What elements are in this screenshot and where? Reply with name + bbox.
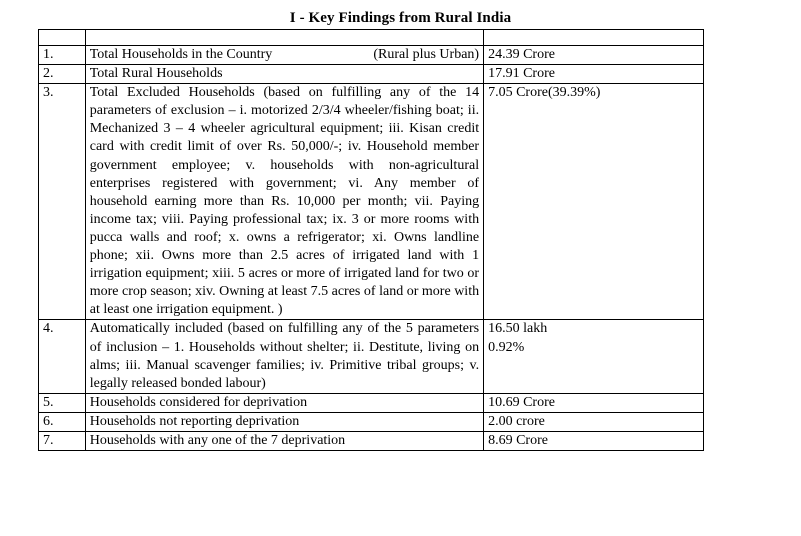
row-description: Automatically included (based on fulfilling any of the 5 parameters of inclusion – 1. Households without shelter; ii. Destitute, living on alms; iii. Manual scavenger families; iv. Primitive tribal groups; v. legally released bonded labour) bbox=[85, 320, 483, 393]
row-description bbox=[85, 46, 483, 65]
row-description: Total Rural Households bbox=[85, 65, 483, 84]
row-description: Households with any one of the 7 deprivation bbox=[85, 431, 483, 450]
table-row bbox=[39, 393, 704, 412]
row-description: Total Excluded Households (based on fulfilling any of the 14 parameters of exclusion – i. motorized 2/3/4 wheeler/fishing boat; ii. Mechanized 3 – 4 wheeler agricultural equipment; iii. Kisan credit card with credit limit of over Rs. 50,000/-; iv. Household member government employee; v. households with non-agricultural enterprises registered with government; vi. Any member of household earning more than Rs. 10,000 per month; vii. Paying income tax; viii. Paying professional tax; ix. 3 or more rooms with pucca walls and roof; x. owns a refrigerator; xi. Owns landline phone; xii. Owns more than 2.5 acres of irrigated land with 1 irrigation equipment; xiii. 5 acres or more of irrigated land for two or more crop season; xiv. Owning at least 7.5 acres of land or more with at least one irrigation equipment. ) bbox=[85, 84, 483, 320]
page-title: I - Key Findings from Rural India bbox=[289, 10, 512, 26]
row-value: 2.00 crore bbox=[484, 412, 704, 431]
key-findings-table bbox=[38, 29, 704, 451]
row-description: Households not reporting deprivation bbox=[85, 412, 483, 431]
row-description-note: (Rural plus Urban) bbox=[373, 47, 480, 62]
table-row bbox=[39, 84, 704, 320]
row-description-text: Total Households in the Country bbox=[89, 47, 273, 62]
row-value: 8.69 Crore bbox=[484, 431, 704, 450]
row-value bbox=[484, 320, 704, 393]
table-row bbox=[39, 431, 704, 450]
header-cell-no bbox=[39, 30, 86, 46]
row-number: 7. bbox=[39, 431, 86, 450]
row-description: Households considered for deprivation bbox=[85, 393, 483, 412]
row-value: 24.39 Crore bbox=[484, 46, 704, 65]
table-row bbox=[39, 46, 704, 65]
row-number: 6. bbox=[39, 412, 86, 431]
row-value-line2: 0.92% bbox=[488, 339, 525, 355]
header-cell-value bbox=[484, 30, 704, 46]
row-number: 4. bbox=[39, 320, 86, 393]
row-number: 1. bbox=[39, 46, 86, 65]
table-row bbox=[39, 320, 704, 393]
table-row bbox=[39, 65, 704, 84]
row-value: 17.91 Crore bbox=[484, 65, 704, 84]
table-header-row bbox=[39, 30, 704, 46]
table-row bbox=[39, 412, 704, 431]
row-number: 2. bbox=[39, 65, 86, 84]
row-value-line1: 16.50 lakh bbox=[488, 321, 548, 337]
row-value: 7.05 Crore(39.39%) bbox=[484, 84, 704, 320]
row-value: 10.69 Crore bbox=[484, 393, 704, 412]
row-number: 5. bbox=[39, 393, 86, 412]
row-number: 3. bbox=[39, 84, 86, 320]
header-cell-description bbox=[85, 30, 483, 46]
